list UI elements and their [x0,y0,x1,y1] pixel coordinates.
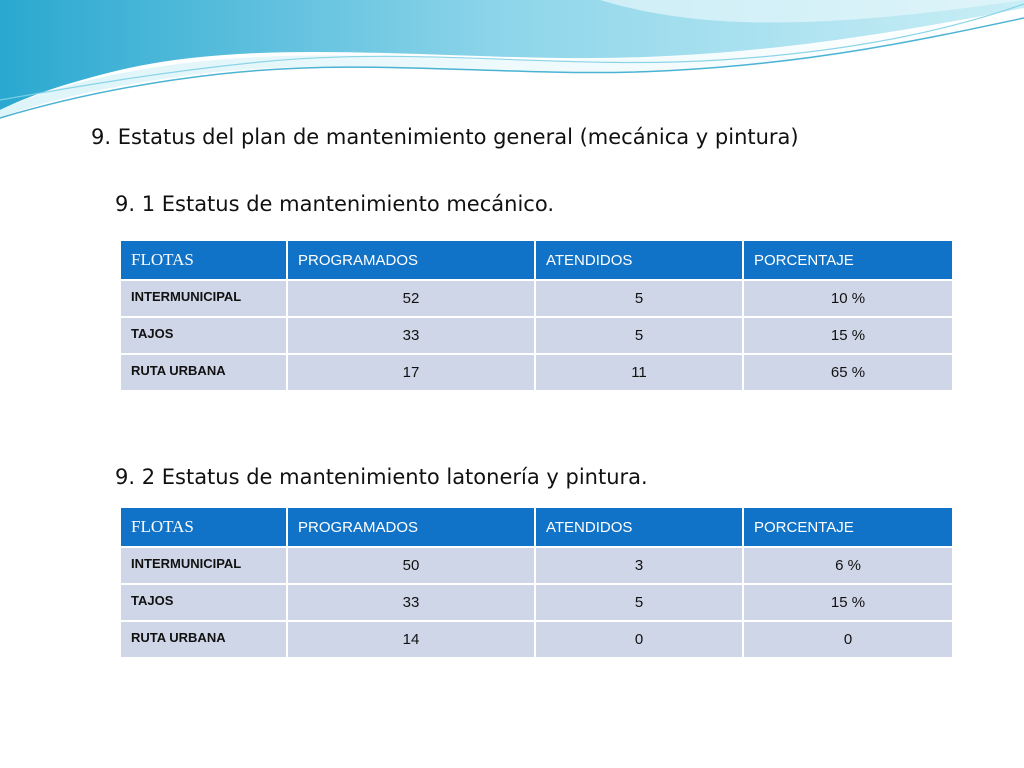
programmed-count: 33 [287,584,535,621]
column-header-programados: PROGRAMADOS [287,507,535,547]
column-header-atendidos: ATENDIDOS [535,240,743,280]
attended-count: 0 [535,621,743,658]
column-header-programados: PROGRAMADOS [287,240,535,280]
bodywork-status-table [119,506,954,659]
page-title: 9. Estatus del plan de mantenimiento general (mecánica y pintura) [91,125,799,149]
percentage-value: 0 [743,621,953,658]
fleet-name: RUTA URBANA [120,354,287,391]
column-header-porcentaje: PORCENTAJE [743,240,953,280]
fleet-name: INTERMUNICIPAL [120,547,287,584]
column-header-flotas: FLOTAS [120,507,287,547]
programmed-count: 52 [287,280,535,317]
fleet-name: TAJOS [120,584,287,621]
table-header-row [120,507,953,547]
attended-count: 5 [535,317,743,354]
fleet-name: TAJOS [120,317,287,354]
fleet-name: INTERMUNICIPAL [120,280,287,317]
programmed-count: 17 [287,354,535,391]
programmed-count: 33 [287,317,535,354]
programmed-count: 50 [287,547,535,584]
column-header-atendidos: ATENDIDOS [535,507,743,547]
table-row [120,584,953,621]
mechanical-status-table [119,239,954,392]
programmed-count: 14 [287,621,535,658]
table-row [120,547,953,584]
table-row [120,354,953,391]
table-row [120,317,953,354]
section-title-mechanical: 9. 1 Estatus de mantenimiento mecánico. [115,192,554,216]
percentage-value: 65 % [743,354,953,391]
attended-count: 3 [535,547,743,584]
percentage-value: 6 % [743,547,953,584]
attended-count: 5 [535,584,743,621]
attended-count: 5 [535,280,743,317]
table-row [120,621,953,658]
table-row [120,280,953,317]
decorative-wave-banner [0,0,1024,130]
percentage-value: 10 % [743,280,953,317]
attended-count: 11 [535,354,743,391]
column-header-flotas: FLOTAS [120,240,287,280]
table-header-row [120,240,953,280]
section-title-bodywork: 9. 2 Estatus de mantenimiento latonería y pintura. [115,465,648,489]
fleet-name: RUTA URBANA [120,621,287,658]
percentage-value: 15 % [743,584,953,621]
column-header-porcentaje: PORCENTAJE [743,507,953,547]
percentage-value: 15 % [743,317,953,354]
